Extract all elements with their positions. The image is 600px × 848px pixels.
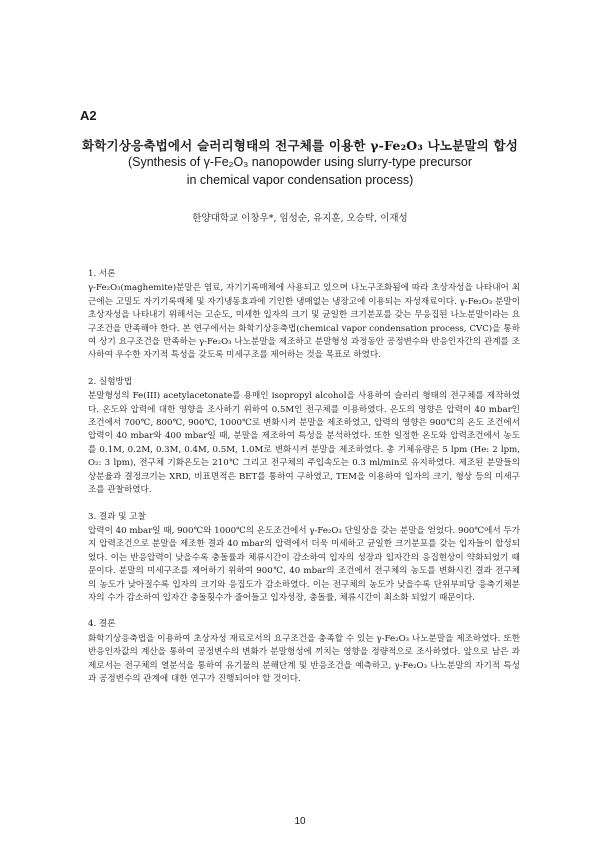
title-korean: 화학기상응축법에서 슬러리형태의 전구체를 이용한 γ-Fe₂O₃ 나노분말의 합성	[81, 138, 519, 153]
section-paragraph: γ-Fe₂O₃(maghemite)분말은 염료, 자기기록매체에 사용되고 있으며 나노구조화됨에 따라 초상자성을 나타내어 최근에는 고밀도 자기기록매체 및 자기냉동효과에 기인한 냉매없는 냉장고에 이용되는 자성재료이다. γ-Fe₂O₃ 분말이 초상자성을 나타내기 위해서는 고순도, 미세한 입자의 크기 및 균일한 크기분포를 갖는 무응집된 나노분말이라는 요구조건을 만족해야 한다. 본 연구에서는 화학기상응축법(chemical vapor condensation process, CVC)을 통하여 상기 요구조건을 만족하는 γ-Fe₂O₃ 나노분말을 제조하고 분말형성 과정동안 공정변수와 반응인자간의 관계를 조사하여 우수한 자기적 특성을 갖도록 미세구조를 제어하는 것을 목표로 하였다.	[88, 283, 520, 361]
section-paragraph: 압력이 40 mbar일 때, 900℃와 1000℃의 온도조건에서 γ-Fe₂O₃ 단일상을 갖는 분말을 얻었다. 900℃에서 두가지 압력조건으로 분말을 제조한 결과 40 mbar의 압력에서 더욱 미세하고 균일한 크기분포를 갖는 입자들이 합성되었다. 이는 반응압력이 낮을수록 충돌률과 체류시간이 감소하여 입자의 성장과 입자간의 응집현상이 약화되었기 때문이다. 분말의 미세구조를 제어하기 위하여 900℃, 40 mbar의 조건에서 전구체의 농도를 변화시킨 결과 전구체의 농도가 낮아질수록 입자의 크기와 응집도가 감소하였다. 이는 전구체의 농도가 낮을수록 단위부피당 응축기체분자의 수가 감소하여 입자간 충돌횟수가 줄어들고 입자성장, 충돌률, 체류시간이 최소화 되었기 때문이다.	[88, 525, 520, 603]
title-english-line-2: in chemical vapor condensation process)	[186, 173, 414, 187]
paper-body	[88, 268, 520, 699]
page-number: 10	[294, 816, 306, 827]
section-heading: 3. 결과 및 고찰	[88, 511, 146, 522]
section-introduction	[88, 268, 520, 363]
title-english-line-1: (Synthesis of γ-Fe₂O₃ nanopowder using slurry-type precursor	[127, 155, 473, 169]
authors-affiliation: 한양대학교 이창우*, 임성순, 유지훈, 오승탁, 이재성	[192, 213, 408, 224]
section-methods	[88, 376, 520, 498]
section-results	[88, 511, 520, 606]
section-paragraph: 분말형성의 Fe(III) acetylacetonate를 용매인 isopropyl alcohol을 사용하여 슬러리 형태의 전구체를 제작하였다. 온도와 압력에 대한 영향을 조사하기 위하여 0.5M인 전구체를 이용하였다. 온도의 영향은 압력이 40 mbar인 조건에서 700℃, 800℃, 900℃, 1000℃로 변화시켜 분말을 제조하였고, 압력의 영향은 900℃의 온도 조건에서 압력이 40 mbar와 400 mbar일 때, 분말을 제조하여 특성을 분석하였다. 또한 일정한 온도와 압력조건에서 농도를 0.1M, 0.2M, 0.3M, 0.4M, 0.5M, 1.0M로 변화시켜 분말을 제조하였다. 총 기체유량은 5 lpm (He: 2 lpm, O₂: 3 lpm), 전구체 기화온도는 210℃ 그리고 전구체의 주입속도는 0.3 ml/min로 유지하였다. 제조된 분말들의 상분율과 결정크기는 XRD, 비표면적은 BET를 통하여 구하였고, TEM을 이용하여 입자의 크기, 형상 등의 미세구조를 관찰하였다.	[88, 391, 520, 496]
section-heading: 1. 서론	[88, 269, 116, 279]
abstract-code: A2	[80, 108, 97, 123]
section-conclusion	[88, 618, 520, 686]
section-heading: 4. 결론	[88, 619, 116, 630]
section-heading: 2. 실험방법	[88, 376, 133, 387]
section-paragraph: 화학기상응축법을 이용하여 초상자성 재료로서의 요구조건을 충족할 수 있는 γ-Fe₂O₃ 나노분말을 제조하였다. 또한 반응인자값의 계산을 통하여 공정변수의 변화가 분말형성에 끼치는 영향을 정량적으로 조사하였다. 앞으로 남은 과제로서는 전구체의 열분석을 통하여 유기물의 분해단계 및 반응조건을 예측하고, γ-Fe₂O₃ 나노분말의 자기적 특성과 공정변수의 관계에 대한 연구가 진행되어야 할 것이다.	[88, 633, 520, 684]
title-english	[0, 153, 600, 189]
